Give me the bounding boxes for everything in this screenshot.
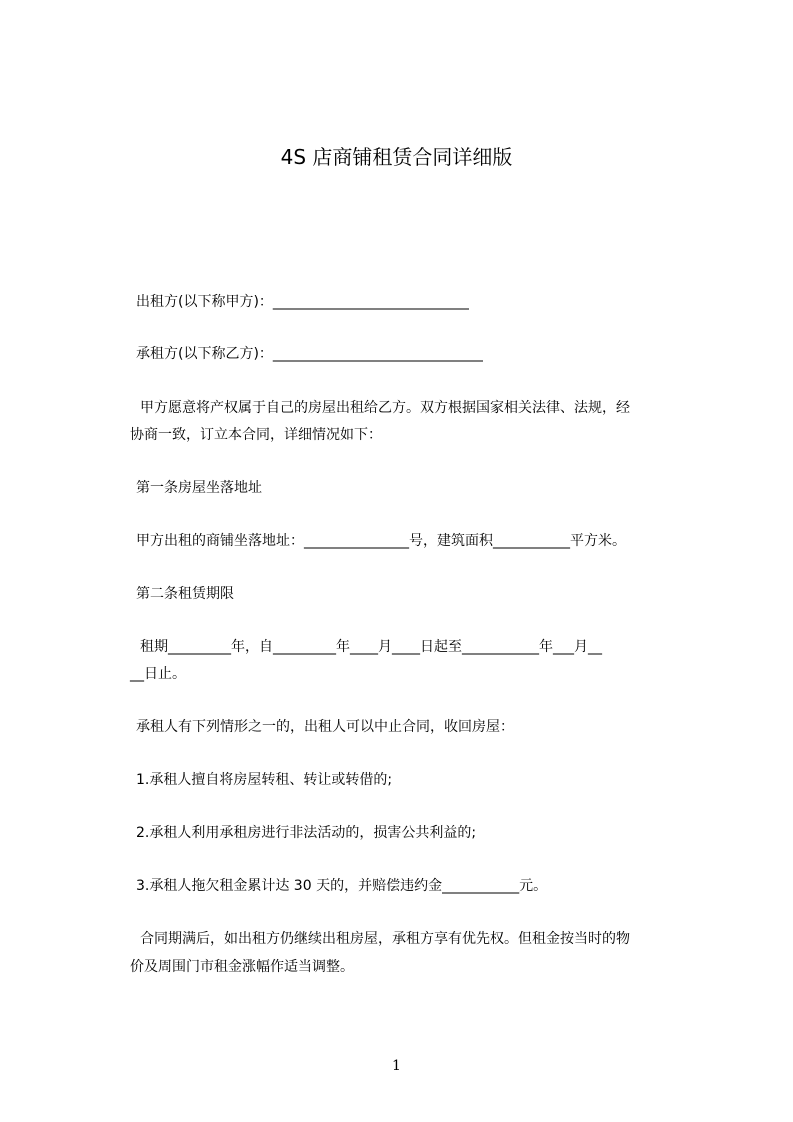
article-1-heading: 第一条房屋坐落地址 <box>136 480 262 496</box>
termination-intro: 承租人有下列情形之一的，出租人可以中止合同，收回房屋： <box>136 719 514 735</box>
article-1-body: 甲方出租的商铺坐落地址：_______________号，建筑面积___________平方米。 <box>136 533 626 549</box>
renewal-paragraph-line-1: 合同期满后，如出租方仍继续出租房屋，承租方享有优先权。但租金按当时的物 <box>140 931 630 947</box>
lessee-line: 承租方(以下称乙方)：______________________________ <box>136 346 483 362</box>
lease-term-line-1: 租期_________年，自_________年____月____日起至___________年___月__ <box>140 639 602 655</box>
renewal-paragraph-line-2: 价及周围门市租金涨幅作适当调整。 <box>130 959 354 975</box>
page-number: 1 <box>392 1058 401 1074</box>
intro-paragraph-line-1: 甲方愿意将产权属于自己的房屋出租给乙方。双方根据国家相关法律、法规，经 <box>140 400 630 416</box>
lease-term-line-2: __日止。 <box>130 666 186 682</box>
document-title: 4S 店商铺租赁合同详细版 <box>280 145 513 169</box>
intro-paragraph-line-2: 协商一致，订立本合同，详细情况如下： <box>130 427 382 443</box>
lessor-line: 出租方(以下称甲方)：____________________________ <box>136 294 469 310</box>
article-2-heading: 第二条租赁期限 <box>136 586 234 602</box>
termination-item-2: 2.承租人利用承租房进行非法活动的，损害公共利益的; <box>136 825 477 841</box>
termination-item-1: 1.承租人擅自将房屋转租、转让或转借的; <box>136 772 393 788</box>
termination-item-3: 3.承租人拖欠租金累计达 30 天的，并赔偿违约金___________元。 <box>136 878 548 894</box>
